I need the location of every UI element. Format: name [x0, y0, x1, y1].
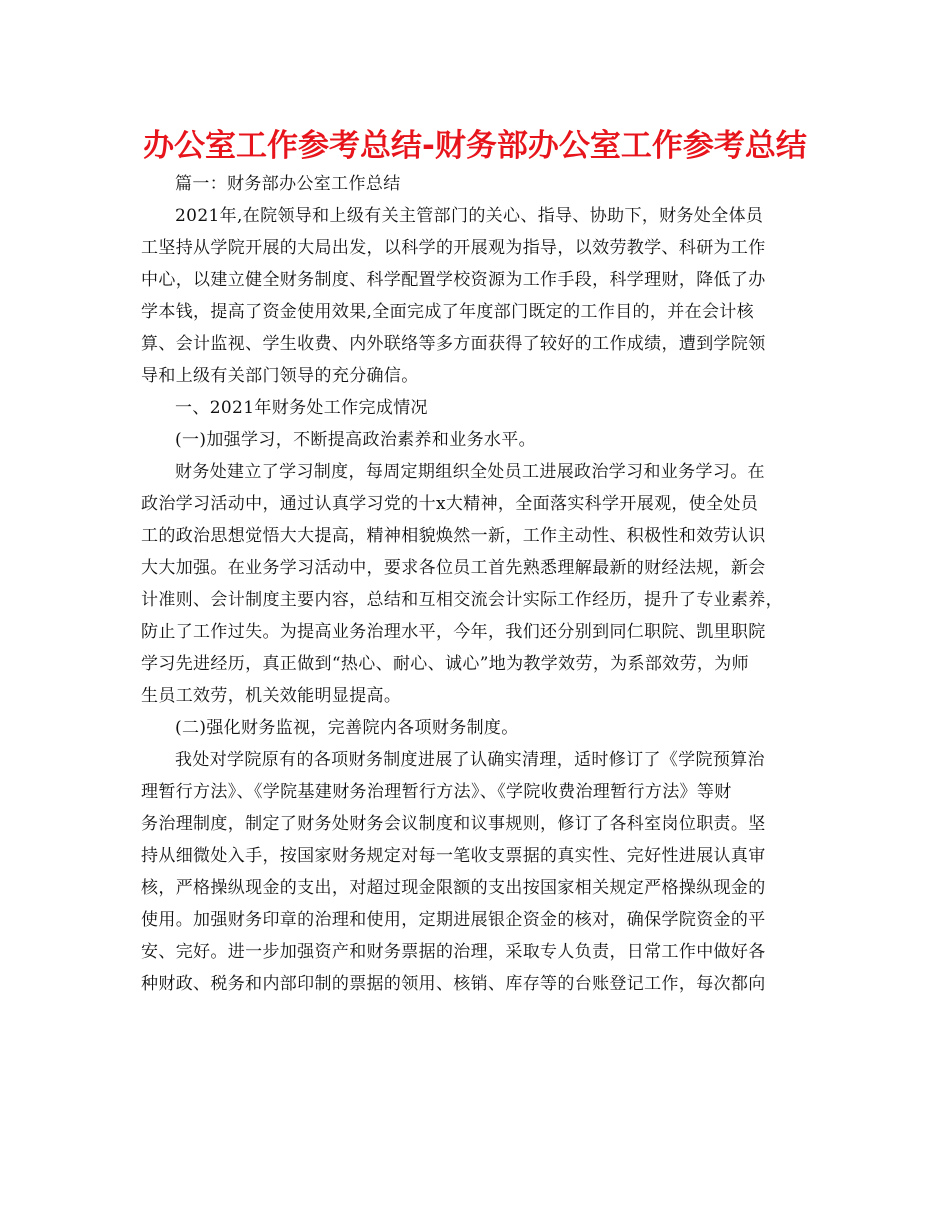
paragraph-line: 核，严格操纵现金的支出，对超过现金限额的支出按国家相关规定严格操纵现金的	[141, 878, 766, 898]
paragraph-line: 2021年,在院领导和上级有关主管部门的关心、指导、协助下，财务处全体员	[175, 206, 764, 226]
paragraph-line: 安、完好。进一步加强资产和财务票据的治理，采取专人负责，日常工作中做好各	[141, 942, 766, 962]
section-heading: 一、2021年财务处工作完成情况	[175, 398, 428, 418]
paragraph-line: 种财政、税务和内部印制的票据的领用、核销、库存等的台账登记工作，每次都向	[141, 974, 766, 994]
paragraph-line: 持从细微处入手，按国家财务规定对每一笔收支票据的真实性、完好性进展认真审	[141, 846, 766, 866]
paragraph-line: 学本钱，提高了资金使用效果,全面完成了年度部门既定的工作目的，并在会计核	[141, 302, 755, 322]
paragraph-line: 算、会计监视、学生收费、内外联络等多方面获得了较好的工作成绩，遭到学院领	[141, 334, 766, 354]
paragraph-line: 导和上级有关部门领导的充分确信。	[141, 366, 419, 386]
paragraph-line: 使用。加强财务印章的治理和使用，定期进展银企资金的核对，确保学院资金的平	[141, 910, 766, 930]
paragraph-line: 学习先进经历，真正做到“热心、耐心、诚心”地为教学效劳，为系部效劳，为师	[141, 654, 749, 674]
document-body	[141, 168, 811, 1000]
paragraph-line: 防止了工作过失。为提高业务治理水平，今年，我们还分别到同仁职院、凯里职院	[141, 622, 766, 642]
document-title: 办公室工作参考总结-财务部办公室工作参考总结	[143, 128, 807, 164]
subsection-heading: (一)加强学习，不断提高政治素养和业务水平。	[175, 430, 536, 450]
paragraph-line: 工坚持从学院开展的大局出发，以科学的开展观为指导，以效劳教学、科研为工作	[141, 238, 766, 258]
paragraph-line: 大大加强。在业务学习活动中，要求各位员工首先熟悉理解最新的财经法规，新会	[141, 558, 766, 578]
section-heading: 篇一：财务部办公室工作总结	[175, 174, 401, 194]
paragraph-line: 计准则、会计制度主要内容，总结和互相交流会计实际工作经历，提升了专业素养，	[141, 590, 783, 610]
paragraph-line: 理暂行方法》、《学院基建财务治理暂行方法》、《学院收费治理暂行方法》等财	[141, 782, 732, 802]
subsection-heading: (二)强化财务监视，完善院内各项财务制度。	[175, 718, 519, 738]
paragraph-line: 我处对学院原有的各项财务制度进展了认确实清理，适时修订了《学院预算治	[175, 750, 765, 770]
paragraph-line: 工的政治思想觉悟大大提高，精神相貌焕然一新，工作主动性、积极性和效劳认识	[141, 526, 766, 546]
paragraph-line: 生员工效劳，机关效能明显提高。	[141, 686, 402, 706]
paragraph-line: 务治理制度，制定了财务处财务会议制度和议事规则，修订了各科室岗位职责。坚	[141, 814, 766, 834]
paragraph-line: 财务处建立了学习制度，每周定期组织全处员工进展政治学习和业务学习。在	[175, 462, 765, 482]
paragraph-line: 中心，以建立健全财务制度、科学配置学校资源为工作手段，科学理财，降低了办	[141, 270, 766, 290]
paragraph-line: 政治学习活动中，通过认真学习党的十x大精神，全面落实科学开展观，使全处员	[141, 494, 759, 514]
